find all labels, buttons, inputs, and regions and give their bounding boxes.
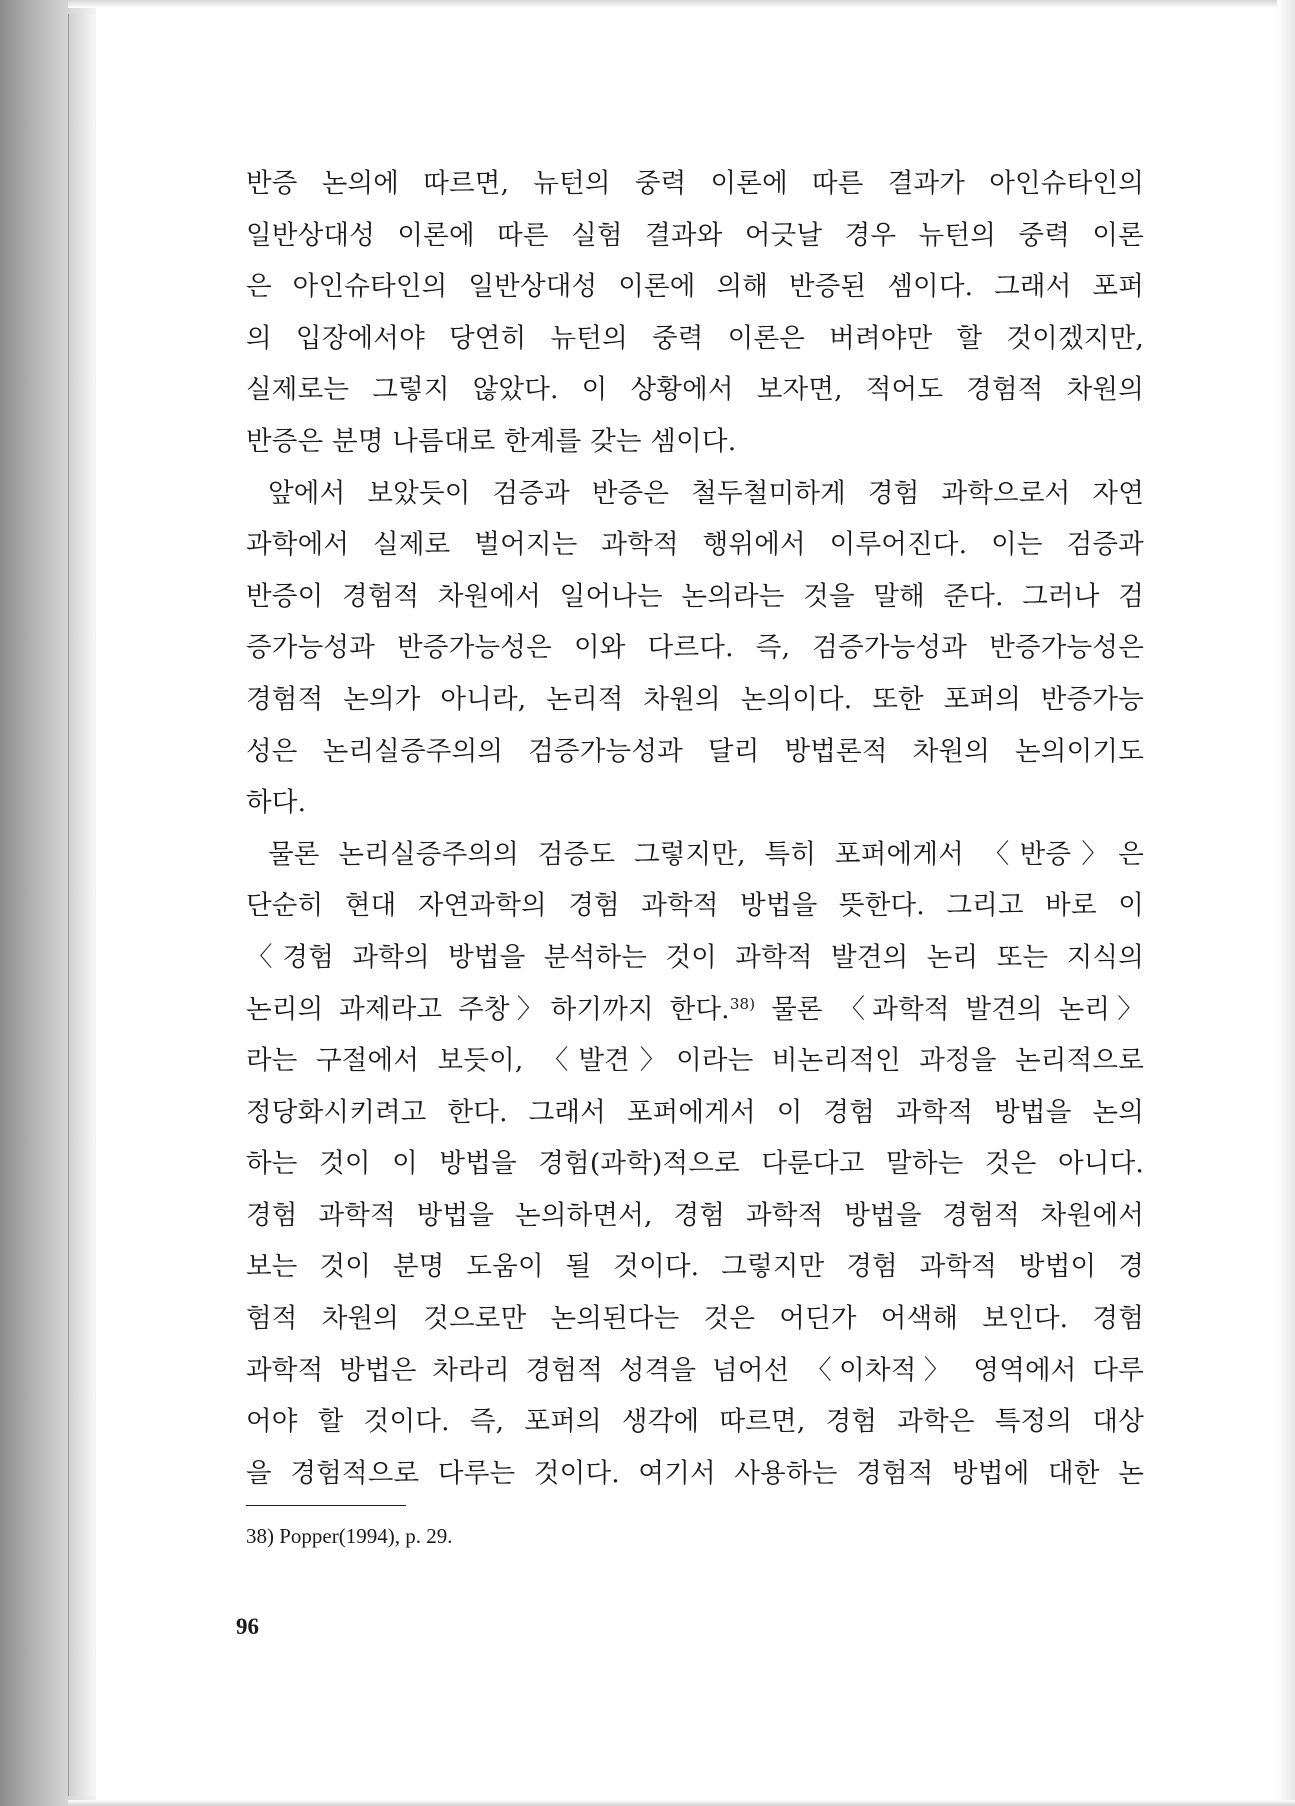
text-line: 어야 할 것이다. 즉, 포퍼의 생각에 따르면, 경험 과학은 특정의 대상 [246, 1406, 1144, 1438]
text-line: 성은 논리실증주의의 검증가능성과 달리 방법론적 차원의 논의이기도 [246, 735, 1144, 767]
paragraph-3 [246, 829, 1144, 1500]
text-line: 의 입장에서야 당연히 뉴턴의 중력 이론은 버려야만 할 것이겠지만, [246, 322, 1144, 354]
footnote: 38) Popper(1994), p. 29. [246, 1524, 453, 1548]
text-line: 단순히 현대 자연과학의 경험 과학적 방법을 뜻한다. 그리고 바로 이 [246, 890, 1144, 922]
page-bottom-edge [68, 1800, 1295, 1806]
text-line: 라는 구절에서 보듯이, 〈발견〉이라는 비논리적인 과정을 논리적으로 [246, 1045, 1144, 1077]
body-text [246, 158, 1144, 1499]
text-line: 반증은 분명 나름대로 한계를 갖는 셈이다. [246, 425, 737, 457]
text-line: 험적 차원의 것으로만 논의된다는 것은 어딘가 어색해 보인다. 경험 [246, 1303, 1144, 1335]
text-line: 경험 과학적 방법을 논의하면서, 경험 과학적 방법을 경험적 차원에서 [246, 1199, 1144, 1231]
text-line: 과학에서 실제로 벌어지는 과학적 행위에서 이루어진다. 이는 검증과 [246, 529, 1144, 561]
page-top-edge [68, 0, 1280, 8]
paragraph-2 [246, 468, 1144, 829]
text-segment: 논리의 과제라고 주창〉하기까지 한다. [246, 993, 730, 1025]
text-line: 반증이 경험적 차원에서 일어나는 논의라는 것을 말해 준다. 그러나 검 [246, 580, 1144, 612]
text-line: 반증 논의에 따르면, 뉴턴의 중력 이론에 따른 결과가 아인슈타인의 [246, 168, 1144, 199]
page-right-edge [1277, 0, 1295, 1806]
text-line: 앞에서 보았듯이 검증과 반증은 철두철미하게 경험 과학으로서 자연 [268, 477, 1144, 509]
text-segment: 물론 〈과학적 발견의 논리〉 [755, 993, 1144, 1025]
paragraph-1 [246, 158, 1144, 468]
footnote-divider [246, 1505, 406, 1506]
text-line: 〈경험 과학의 방법을 분석하는 것이 과학적 발견의 논리 또는 지식의 [246, 941, 1144, 973]
text-line: 은 아인슈타인의 일반상대성 이론에 의해 반증된 셈이다. 그래서 포퍼 [246, 271, 1144, 303]
text-line: 일반상대성 이론에 따른 실험 결과와 어긋날 경우 뉴턴의 중력 이론 [246, 219, 1144, 251]
text-line: 정당화시키려고 한다. 그래서 포퍼에게서 이 경험 과학적 방법을 논의 [246, 1096, 1144, 1128]
text-line: 을 경험적으로 다루는 것이다. 여기서 사용하는 경험적 방법에 대한 논 [246, 1457, 1144, 1489]
text-line: 과학적 방법은 차라리 경험적 성격을 넘어선 〈이차적〉 영역에서 다루 [246, 1354, 1144, 1386]
text-line: 하다. [246, 787, 307, 819]
footnote-reference[interactable]: 38) [729, 994, 756, 1013]
text-line: 실제로는 그렇지 않았다. 이 상황에서 보자면, 적어도 경험적 차원의 [246, 374, 1144, 406]
text-line: 경험적 논의가 아니라, 논리적 차원의 논의이다. 또한 포퍼의 반증가능 [246, 683, 1144, 715]
text-line: 물론 논리실증주의의 검증도 그렇지만, 특히 포퍼에게서 〈반증〉은 [268, 838, 1144, 870]
text-line: 보는 것이 분명 도움이 될 것이다. 그렇지만 경험 과학적 방법이 경 [246, 1251, 1144, 1283]
page-number: 96 [236, 1614, 259, 1639]
page-stack-edge [68, 14, 95, 1796]
text-line-with-footnote [246, 984, 1144, 1036]
text-line: 하는 것이 이 방법을 경험(과학)적으로 다룬다고 말하는 것은 아니다. [246, 1148, 1144, 1180]
text-line: 증가능성과 반증가능성은 이와 다르다. 즉, 검증가능성과 반증가능성은 [246, 632, 1144, 664]
